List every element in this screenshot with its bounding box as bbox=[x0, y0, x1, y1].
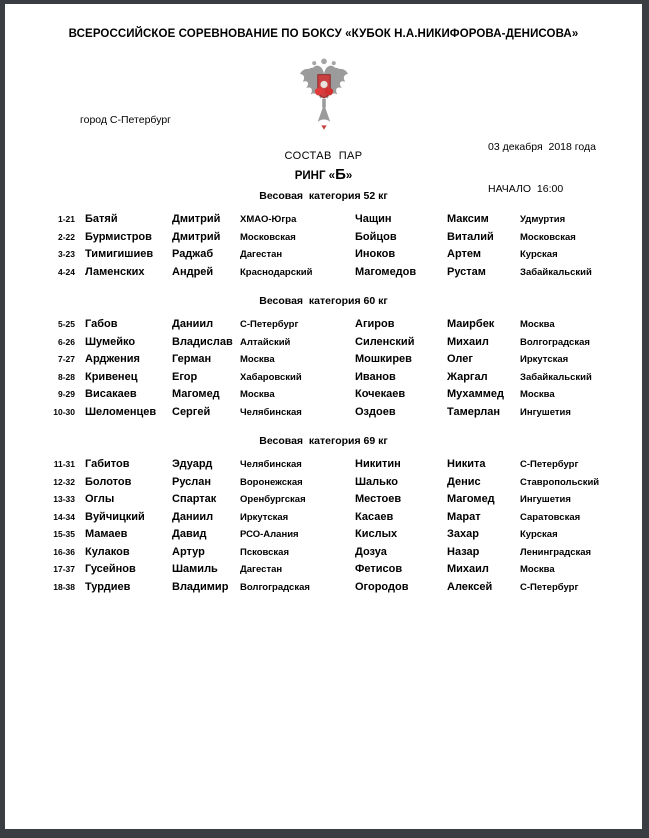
red-corner-firstname: Руслан bbox=[172, 475, 212, 488]
city-label: город С-Петербург bbox=[80, 114, 172, 126]
blue-corner-lastname: Агиров bbox=[355, 318, 395, 330]
pair-rows bbox=[5, 316, 642, 421]
red-corner-region: Алтайский bbox=[240, 336, 291, 348]
red-corner-region: Дагестан bbox=[240, 564, 283, 575]
document-page bbox=[5, 4, 642, 829]
pairs-content bbox=[5, 150, 642, 596]
blue-corner-firstname: Денис bbox=[447, 475, 481, 488]
red-corner-region: Челябинская bbox=[240, 459, 302, 470]
blue-corner-firstname: Алексей bbox=[447, 580, 493, 593]
pair-number: 10-30 bbox=[53, 406, 75, 417]
pair-row bbox=[5, 526, 642, 544]
weight-category-header: Весовая категория 69 кг bbox=[259, 435, 388, 447]
blue-corner-firstname: Максим bbox=[447, 213, 489, 225]
red-corner-region: Краснодарский bbox=[240, 266, 313, 278]
red-corner-lastname: Кривенец bbox=[85, 370, 138, 383]
weight-category-header: Весовая категория 60 кг bbox=[259, 295, 388, 307]
start-time-label: НАЧАЛО 16:00 bbox=[488, 183, 564, 195]
blue-corner-lastname: Мошкирев bbox=[355, 353, 412, 365]
blue-corner-region: Москва bbox=[520, 319, 555, 330]
blue-corner-lastname: Иванов bbox=[355, 370, 396, 383]
blue-corner-lastname: Магомедов bbox=[355, 265, 417, 278]
red-corner-lastname: Висакаев bbox=[85, 388, 137, 400]
blue-corner-firstname: Жаргал bbox=[447, 370, 488, 383]
red-corner-lastname: Ламенских bbox=[85, 265, 145, 278]
red-corner-lastname: Кулаков bbox=[85, 545, 130, 558]
red-corner-firstname: Дмитрий bbox=[172, 230, 221, 243]
blue-corner-firstname: Рустам bbox=[447, 265, 486, 278]
blue-corner-lastname: Никитин bbox=[355, 458, 401, 470]
pair-row bbox=[5, 386, 642, 404]
pair-row bbox=[5, 351, 642, 369]
blue-corner-lastname: Кочекаев bbox=[355, 388, 406, 400]
pair-number: 15-35 bbox=[53, 529, 75, 539]
pair-number: 13-33 bbox=[53, 494, 75, 504]
blue-corner-region: Москва bbox=[520, 564, 555, 575]
pair-number: 18-38 bbox=[53, 581, 75, 592]
pair-row bbox=[5, 229, 642, 247]
blue-corner-region: Московская bbox=[520, 231, 576, 243]
red-corner-firstname: Даниил bbox=[172, 510, 214, 523]
blue-corner-lastname: Бойцов bbox=[355, 230, 397, 243]
blue-corner-firstname: Артем bbox=[447, 248, 482, 260]
blue-corner-firstname: Назар bbox=[447, 545, 480, 558]
pair-row bbox=[5, 579, 642, 597]
red-corner-lastname: Оглы bbox=[85, 493, 115, 505]
blue-corner-region: Ингушетия bbox=[520, 406, 571, 418]
blue-corner-region: Саратовская bbox=[520, 511, 581, 523]
blue-corner-region: Курская bbox=[520, 529, 558, 540]
red-corner-region: ХМАО-Югра bbox=[240, 214, 297, 225]
red-corner-firstname: Артур bbox=[172, 545, 205, 558]
pair-row bbox=[5, 491, 642, 509]
red-corner-region: Москва bbox=[240, 389, 275, 400]
red-corner-firstname: Раджаб bbox=[172, 248, 214, 260]
red-corner-lastname: Арджения bbox=[85, 353, 140, 365]
pair-number: 12-32 bbox=[53, 476, 75, 487]
red-corner-lastname: Бурмистров bbox=[85, 230, 152, 243]
pair-row bbox=[5, 404, 642, 422]
blue-corner-firstname: Мухаммед bbox=[447, 388, 505, 400]
red-corner-region: Псковская bbox=[240, 546, 290, 558]
blue-corner-lastname: Фетисов bbox=[355, 563, 403, 575]
weight-sections bbox=[5, 190, 642, 596]
red-corner-lastname: Шеломенцев bbox=[85, 405, 157, 418]
red-corner-region: С-Петербург bbox=[240, 319, 299, 330]
blue-corner-region: Ставропольский bbox=[520, 476, 600, 488]
blue-corner-firstname: Магомед bbox=[447, 493, 495, 505]
red-corner-firstname: Владимир bbox=[172, 580, 229, 593]
pair-row bbox=[5, 246, 642, 264]
blue-corner-firstname: Михаил bbox=[447, 335, 489, 348]
red-corner-region: Москва bbox=[240, 354, 275, 365]
page-title: ВСЕРОССИЙСКОЕ СОРЕВНОВАНИЕ ПО БОКСУ «КУБОК Н.А.НИКИФОРОВА-ДЕНИСОВА» bbox=[68, 28, 579, 40]
blue-corner-firstname: Виталий bbox=[447, 230, 494, 243]
blue-corner-region: Курская bbox=[520, 249, 558, 260]
blue-corner-lastname: Оздоев bbox=[355, 405, 396, 418]
pair-number: 2-22 bbox=[57, 231, 75, 242]
blue-corner-lastname: Иноков bbox=[355, 248, 396, 260]
weight-category-section bbox=[5, 295, 642, 421]
ring-title-suffix: » bbox=[345, 170, 353, 182]
red-corner-region: Дагестан bbox=[240, 249, 283, 260]
red-corner-lastname: Шумейко bbox=[85, 335, 136, 348]
red-corner-firstname: Даниил bbox=[172, 318, 214, 330]
red-corner-firstname: Магомед bbox=[172, 388, 220, 400]
red-corner-firstname: Андрей bbox=[172, 265, 214, 278]
red-corner-lastname: Вуйчицкий bbox=[85, 510, 145, 523]
pair-rows bbox=[5, 211, 642, 281]
red-corner-lastname: Болотов bbox=[85, 475, 132, 488]
pair-number: 8-28 bbox=[57, 371, 75, 382]
blue-corner-region: С-Петербург bbox=[520, 581, 579, 593]
red-corner-lastname: Габитов bbox=[85, 458, 130, 470]
blue-corner-lastname: Чащин bbox=[355, 213, 392, 225]
red-corner-region: Московская bbox=[240, 231, 296, 243]
red-corner-firstname: Герман bbox=[172, 353, 212, 365]
red-corner-firstname: Спартак bbox=[172, 493, 217, 505]
red-corner-region: Хабаровский bbox=[240, 371, 302, 383]
blue-corner-lastname: Шалько bbox=[355, 475, 399, 488]
weight-category-section bbox=[5, 435, 642, 596]
pair-row bbox=[5, 544, 642, 562]
pair-number: 3-23 bbox=[57, 249, 75, 259]
red-corner-region: РСО-Алания bbox=[240, 529, 299, 540]
weight-category-header: Весовая категория 52 кг bbox=[259, 190, 388, 202]
blue-corner-region: Волгоградская bbox=[520, 336, 590, 348]
red-corner-firstname: Шамиль bbox=[172, 563, 218, 575]
pair-number: 14-34 bbox=[53, 511, 75, 522]
blue-corner-firstname: Тамерлан bbox=[447, 405, 501, 418]
pair-row bbox=[5, 316, 642, 334]
red-corner-lastname: Турдиев bbox=[85, 580, 131, 593]
date-label: 03 декабря 2018 года bbox=[488, 141, 596, 153]
pair-number: 5-25 bbox=[57, 319, 75, 329]
blue-corner-firstname: Марат bbox=[447, 510, 481, 523]
blue-corner-region: Ленинградская bbox=[520, 546, 592, 558]
blue-corner-firstname: Олег bbox=[447, 353, 473, 365]
ring-title bbox=[5, 166, 642, 183]
red-corner-firstname: Сергей bbox=[172, 405, 211, 418]
red-corner-firstname: Владислав bbox=[172, 335, 233, 348]
pair-row bbox=[5, 561, 642, 579]
blue-corner-firstname: Захар bbox=[447, 528, 479, 540]
red-corner-firstname: Давид bbox=[172, 528, 207, 540]
red-corner-lastname: Батяй bbox=[85, 213, 118, 225]
blue-corner-lastname: Кислых bbox=[355, 528, 398, 540]
pair-row bbox=[5, 456, 642, 474]
pair-rows bbox=[5, 456, 642, 596]
red-corner-region: Волгоградская bbox=[240, 581, 310, 593]
blue-corner-lastname: Огородов bbox=[355, 580, 409, 593]
blue-corner-lastname: Дозуа bbox=[355, 545, 387, 558]
red-corner-region: Оренбургская bbox=[240, 494, 306, 505]
red-corner-region: Челябинская bbox=[240, 406, 302, 418]
red-corner-firstname: Дмитрий bbox=[172, 213, 221, 225]
pair-row bbox=[5, 369, 642, 387]
blue-corner-lastname: Касаев bbox=[355, 510, 394, 523]
red-corner-firstname: Егор bbox=[172, 370, 198, 383]
blue-corner-region: Ингушетия bbox=[520, 494, 571, 505]
pair-row bbox=[5, 334, 642, 352]
blue-corner-lastname: Местоев bbox=[355, 493, 402, 505]
pair-number: 17-37 bbox=[53, 564, 75, 574]
ring-letter: Б bbox=[335, 166, 346, 183]
red-corner-lastname: Габов bbox=[85, 318, 118, 330]
pair-number: 6-26 bbox=[57, 336, 75, 347]
boxing-federation-double-eagle-icon bbox=[297, 123, 351, 140]
blue-corner-firstname: Никита bbox=[447, 458, 486, 470]
blue-corner-firstname: Маирбек bbox=[447, 318, 495, 330]
blue-corner-region: Удмуртия bbox=[520, 214, 566, 225]
blue-corner-region: Москва bbox=[520, 389, 555, 400]
pair-number: 16-36 bbox=[53, 546, 75, 557]
blue-corner-region: Иркутская bbox=[520, 354, 569, 365]
pair-number: 11-31 bbox=[53, 459, 75, 469]
red-corner-lastname: Мамаев bbox=[85, 528, 128, 540]
red-corner-region: Иркутская bbox=[240, 511, 289, 523]
red-corner-region: Воронежская bbox=[240, 476, 303, 488]
ring-title-prefix: РИНГ « bbox=[294, 170, 336, 182]
red-corner-lastname: Гусейнов bbox=[85, 563, 136, 575]
red-corner-firstname: Эдуард bbox=[172, 458, 213, 470]
pair-row bbox=[5, 509, 642, 527]
subtitle-sostav-par: СОСТАВ ПАР bbox=[284, 150, 363, 162]
pair-number: 4-24 bbox=[57, 266, 75, 277]
blue-corner-firstname: Михаил bbox=[447, 563, 489, 575]
pair-number: 9-29 bbox=[57, 389, 75, 399]
blue-corner-region: С-Петербург bbox=[520, 459, 579, 470]
red-corner-lastname: Тимигишиев bbox=[85, 248, 154, 260]
pair-number: 1-21 bbox=[57, 214, 75, 224]
blue-corner-lastname: Силенский bbox=[355, 335, 415, 348]
weight-category-section bbox=[5, 190, 642, 281]
pair-row bbox=[5, 211, 642, 229]
blue-corner-region: Забайкальский bbox=[520, 371, 592, 383]
blue-corner-region: Забайкальский bbox=[520, 266, 592, 278]
pair-row bbox=[5, 474, 642, 492]
pair-row bbox=[5, 264, 642, 282]
pair-number: 7-27 bbox=[57, 354, 75, 364]
